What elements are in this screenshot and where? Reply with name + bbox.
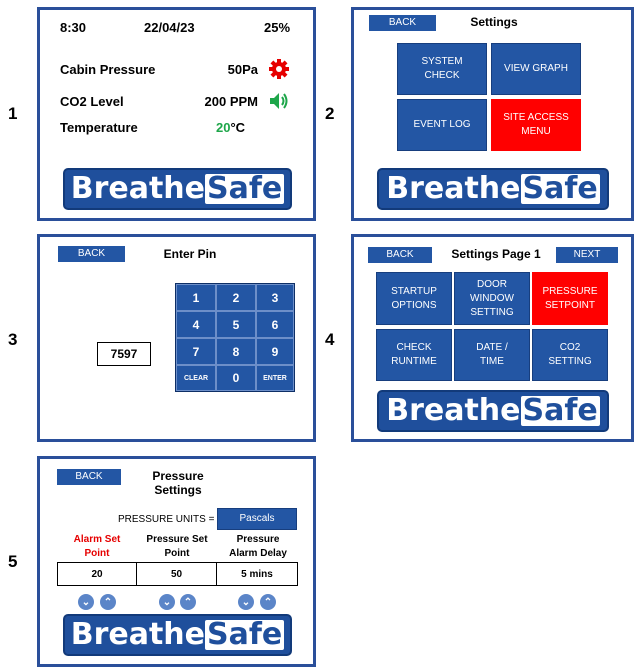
step-number-4: 4 (325, 330, 335, 349)
back-button[interactable]: BACK (57, 469, 121, 485)
key-5[interactable]: 5 (216, 311, 256, 338)
co2-setting-button[interactable]: CO2 SETTING (532, 329, 608, 381)
logo-safe: Safe (522, 171, 598, 206)
breathesafe-logo (63, 614, 292, 656)
pressure-units-label: PRESSURE UNITS = (118, 514, 215, 525)
delay-decrease-chevron-down-icon[interactable]: ⌄ (238, 594, 254, 610)
cabin-pressure-label: Cabin Pressure (60, 62, 156, 77)
step-number-5: 5 (8, 552, 18, 571)
key-3[interactable]: 3 (256, 284, 294, 311)
screen-enter-pin (37, 234, 316, 442)
temperature-unit: °C (230, 120, 246, 135)
setpoint-increase-chevron-up-icon[interactable]: ⌃ (180, 594, 196, 610)
co2-level-value: 200 PPM (204, 94, 258, 109)
view-graph-button[interactable]: VIEW GRAPH (491, 43, 581, 95)
step-number-1: 1 (8, 104, 18, 123)
screen-pressure-settings (37, 456, 316, 667)
alarm-decrease-chevron-down-icon[interactable]: ⌄ (78, 594, 94, 610)
settings-value-row (57, 562, 298, 586)
logo-safe: Safe (522, 393, 598, 428)
alarm-increase-chevron-up-icon[interactable]: ⌃ (100, 594, 116, 610)
logo-breathe: Breathe (70, 171, 206, 206)
gear-icon[interactable] (268, 58, 290, 80)
key-enter[interactable]: ENTER (256, 365, 294, 391)
logo-breathe: Breathe (70, 617, 206, 652)
temperature-value: 20 (216, 120, 231, 135)
clock-time: 8:30 (60, 20, 87, 35)
enter-pin-title: Enter Pin (163, 247, 217, 261)
breathesafe-logo (377, 168, 609, 210)
current-date: 22/04/23 (144, 20, 195, 35)
alarm-set-point-value[interactable]: 20 (58, 563, 137, 585)
screen-home (37, 7, 316, 221)
startup-options-button[interactable]: STARTUP OPTIONS (376, 272, 452, 325)
pressure-setpoint-button[interactable]: PRESSURE SETPOINT (532, 272, 608, 325)
step-number-3: 3 (8, 330, 18, 349)
pressure-alarm-delay-value[interactable]: 5 mins (241, 568, 273, 580)
key-9[interactable]: 9 (256, 338, 294, 365)
step-number-2: 2 (325, 104, 335, 123)
key-0[interactable]: 0 (216, 365, 256, 391)
settings-page-title: Settings Page 1 (451, 247, 541, 261)
breathesafe-logo (63, 168, 292, 210)
co2-level-label: CO2 Level (60, 94, 124, 109)
pressure-settings-title: Pressure Settings (152, 469, 204, 497)
cabin-pressure-value: 50Pa (227, 62, 258, 77)
check-runtime-button[interactable]: CHECK RUNTIME (376, 329, 452, 381)
speaker-icon[interactable] (268, 90, 290, 112)
key-4[interactable]: 4 (176, 311, 216, 338)
settings-title: Settings (470, 15, 518, 29)
next-button[interactable]: NEXT (556, 247, 618, 263)
pressure-alarm-delay-header: Pressure Alarm Delay (229, 534, 287, 559)
date-time-button[interactable]: DATE / TIME (454, 329, 530, 381)
site-access-menu-button[interactable]: SITE ACCESS MENU (491, 99, 581, 151)
temperature-label: Temperature (60, 120, 138, 135)
alarm-set-point-header: Alarm Set Point (73, 534, 121, 559)
logo-safe: Safe (207, 617, 283, 652)
logo-breathe: Breathe (386, 393, 521, 428)
temperature-reading (216, 120, 245, 135)
battery-level: 25% (264, 20, 291, 35)
key-8[interactable]: 8 (216, 338, 256, 365)
key-6[interactable]: 6 (256, 311, 294, 338)
back-button[interactable]: BACK (368, 247, 432, 263)
system-check-button[interactable]: SYSTEM CHECK (397, 43, 487, 95)
key-2[interactable]: 2 (216, 284, 256, 311)
breathesafe-logo (377, 390, 609, 432)
pin-keypad (175, 283, 295, 392)
pressure-set-point-header: Pressure Set Point (146, 534, 208, 559)
back-button[interactable]: BACK (58, 246, 125, 262)
key-1[interactable]: 1 (176, 284, 216, 311)
key-7[interactable]: 7 (176, 338, 216, 365)
key-clear[interactable]: CLEAR (176, 365, 216, 391)
screen-settings (351, 7, 634, 221)
pressure-units-selector[interactable]: Pascals (217, 508, 297, 530)
screen-settings-page-1 (351, 234, 634, 442)
delay-increase-chevron-up-icon[interactable]: ⌃ (260, 594, 276, 610)
event-log-button[interactable]: EVENT LOG (397, 99, 487, 151)
setpoint-decrease-chevron-down-icon[interactable]: ⌄ (159, 594, 175, 610)
back-button[interactable]: BACK (369, 15, 436, 31)
pressure-set-point-value[interactable]: 50 (137, 563, 217, 585)
pin-input[interactable]: 7597 (97, 342, 151, 366)
door-window-setting-button[interactable]: DOOR WINDOW SETTING (454, 272, 530, 325)
logo-safe: Safe (207, 171, 283, 206)
logo-breathe: Breathe (386, 171, 521, 206)
